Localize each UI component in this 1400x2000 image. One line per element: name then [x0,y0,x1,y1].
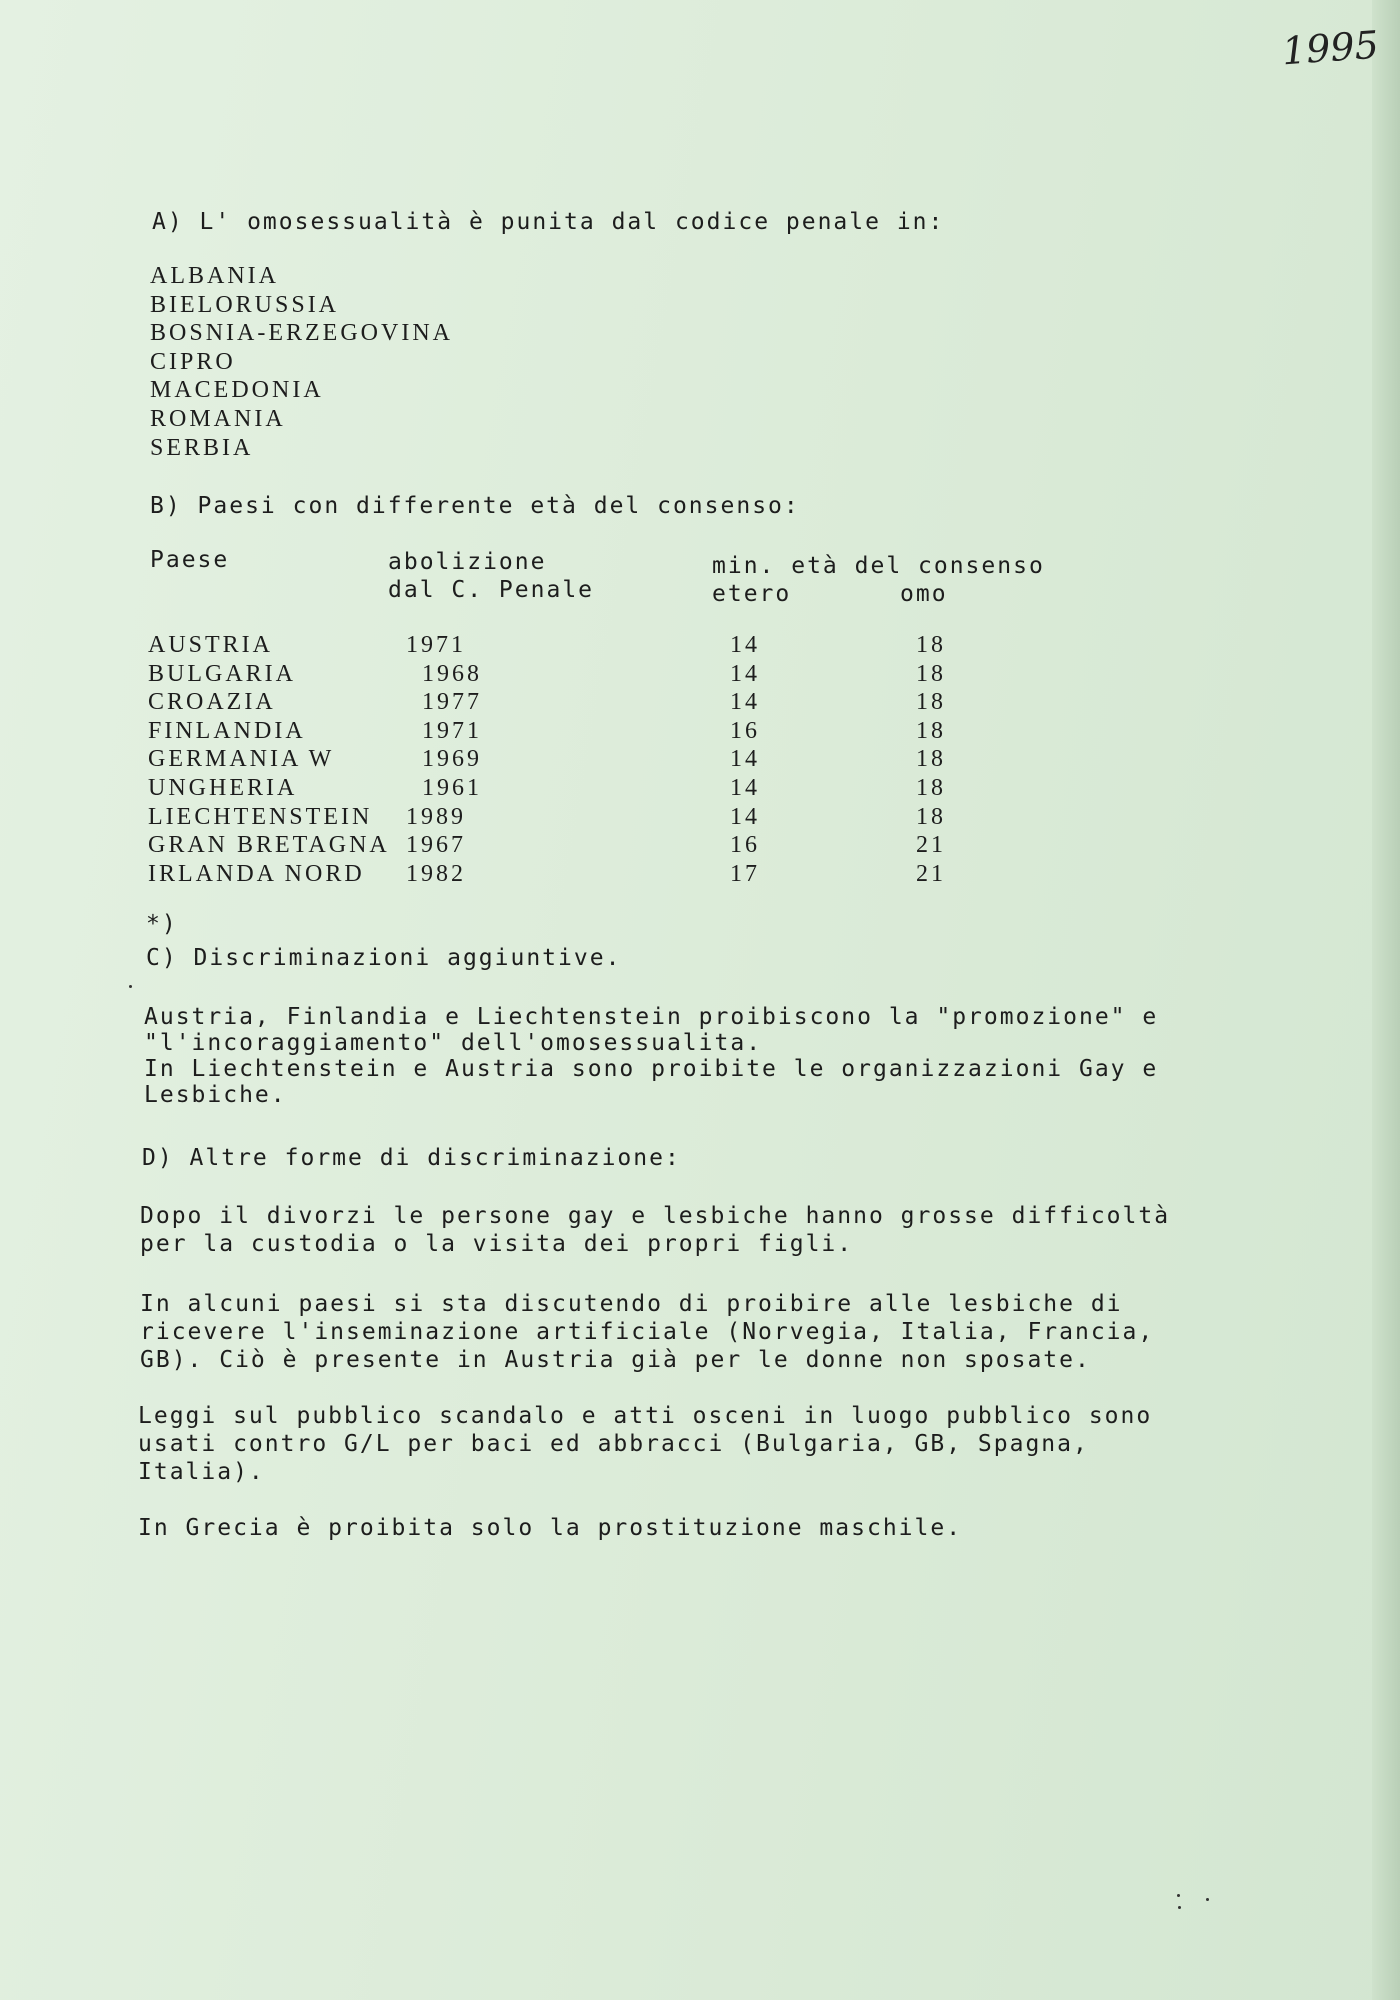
country-item: BIELORUSSIA [150,291,340,318]
row-abolition-year: 1989 [406,803,466,830]
speck [1178,1906,1181,1909]
table-row [0,689,1400,717]
section-a-title: A) L' omosessualità è punita dal codice penale in: [152,209,945,235]
row-age-homo: 18 [916,803,946,830]
table-row [0,661,1400,689]
row-age-homo: 18 [916,717,946,744]
table-row [0,832,1400,860]
country-item: ALBANIA [150,263,279,289]
footnote-marker: *) [146,911,178,937]
speck [129,985,132,988]
table-row [0,775,1400,803]
row-abolition-year: 1969 [422,746,482,773]
row-abolition-year: 1971 [406,632,466,658]
row-country: BULGARIA [148,660,296,687]
header-abolition-2: dal C. Penale [388,577,595,603]
section-d-paragraph-4: In Grecia è proibita solo la prostituzione maschile. [138,1515,963,1541]
row-age-hetero: 14 [730,689,760,716]
table-row [0,632,1400,660]
table-row [0,746,1400,774]
row-abolition-year: 1971 [422,717,482,744]
row-country: CROAZIA [148,689,276,716]
row-age-homo: 18 [916,775,946,801]
row-country: GERMANIA W [148,746,335,773]
header-hetero: etero [712,581,792,607]
row-age-homo: 18 [916,689,946,716]
row-country: AUSTRIA [148,632,274,658]
section-d-paragraph-2: In alcuni paesi si sta discutendo di proibire alle lesbiche di ricevere l'inseminazione artificiale (Norvegia, Italia, Francia, GB). Ciò è presente in Austria già per le donne non sposate. [140,1291,1155,1373]
row-age-homo: 18 [916,660,946,687]
row-country: FINLANDIA [148,717,306,744]
section-d-title: D) Altre forme di discriminazione: [142,1145,681,1171]
row-age-hetero: 14 [730,660,760,687]
country-item: SERBIA [150,434,254,461]
table-row [0,718,1400,746]
section-b-title: B) Paesi con differente età del consenso: [150,493,800,519]
section-c-title: C) Discriminazioni aggiuntive. [146,945,622,971]
handwritten-year: 1995 [1280,22,1381,74]
row-age-hetero: 16 [730,832,760,859]
row-age-hetero: 17 [730,860,760,887]
row-age-hetero: 14 [730,746,760,773]
section-d-paragraph-3: Leggi sul pubblico scandalo e atti osceni in luogo pubblico sono usati contro G/L per baci ed abbracci (Bulgaria, GB, Spagna, Italia). [138,1403,1153,1485]
header-age: min. età del consenso [712,553,1045,579]
speck [1177,1894,1180,1897]
row-abolition-year: 1982 [406,860,466,887]
row-abolition-year: 1961 [422,775,482,801]
row-age-homo: 18 [916,746,946,773]
row-country: UNGHERIA [148,775,298,801]
row-abolition-year: 1977 [422,689,482,716]
country-item: ROMANIA [150,405,286,432]
header-abolition-1: abolizione [388,549,547,575]
header-country: Paese [150,547,230,573]
country-item: BOSNIA-ERZEGOVINA [150,320,453,347]
country-item: CIPRO [150,348,236,375]
table-row [0,861,1400,889]
section-c-paragraph: Austria, Finlandia e Liechtenstein proibiscono la "promozione" e "l'incoraggiamento" dell'omosessualita. In Liechtenstein e Austria sono proibite le organizzazioni Gay e Lesbiche. [144,1004,1159,1108]
section-d-paragraph-1: Dopo il divorzi le persone gay e lesbiche hanno grosse difficoltà per la custodia o la visita dei propri figli. [140,1203,1171,1257]
row-age-hetero: 16 [730,717,760,744]
row-abolition-year: 1968 [422,660,482,687]
row-age-hetero: 14 [730,803,760,830]
header-homo: omo [900,581,948,607]
row-age-hetero: 14 [730,775,760,801]
country-item: MACEDONIA [150,377,324,404]
row-country: LIECHTENSTEIN [148,803,373,830]
row-country: IRLANDA NORD [148,860,365,887]
row-age-homo: 21 [916,832,946,859]
punished-countries-list [150,262,453,462]
row-country: GRAN BRETAGNA [148,832,390,859]
paper-edge [1372,0,1400,2000]
table-row [0,804,1400,832]
row-abolition-year: 1967 [406,832,466,859]
row-age-homo: 21 [916,860,946,887]
row-age-homo: 18 [916,632,946,658]
row-age-hetero: 14 [730,632,760,658]
speck [1206,1898,1209,1901]
